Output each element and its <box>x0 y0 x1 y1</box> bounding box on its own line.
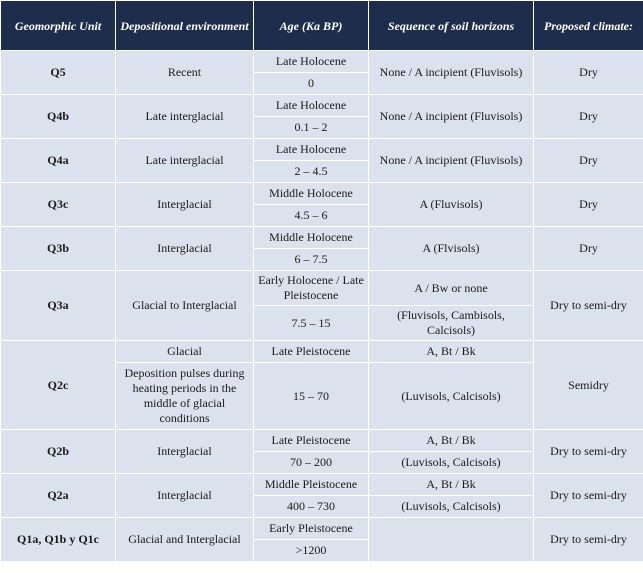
age-range-cell: 400 – 730 <box>254 496 369 518</box>
age-label-cell: Late Holocene <box>254 139 369 161</box>
soils-horizon-cell: A, Bt / Bk <box>369 430 534 452</box>
environment-cell: Late interglacial <box>116 95 254 139</box>
soils-type-cell: (Luvisols, Calcisols) <box>369 452 534 474</box>
age-label-cell: Late Pleistocene <box>254 341 369 363</box>
climate-cell: Dry <box>534 95 643 139</box>
environment-cell: Glacial to Interglacial <box>116 271 254 341</box>
age-label-cell: Middle Holocene <box>254 183 369 205</box>
age-range-cell: 6 – 7.5 <box>254 249 369 271</box>
climate-cell: Dry to semi-dry <box>534 518 643 562</box>
soils-type-cell: (Luvisols, Calcisols) <box>369 363 534 430</box>
soils-cell: None / A incipient (Fluvisols) <box>369 51 534 95</box>
environment-cell: Recent <box>116 51 254 95</box>
table-row <box>1 51 643 73</box>
age-range-cell: 2 – 4.5 <box>254 161 369 183</box>
table-row <box>1 474 643 496</box>
table-row <box>1 271 643 306</box>
climate-cell: Dry <box>534 51 643 95</box>
soils-type-cell: (Luvisols, Calcisols) <box>369 496 534 518</box>
table-row <box>1 139 643 161</box>
header-soil-horizons: Sequence of soil horizons <box>369 1 534 51</box>
header-age: Age (Ka BP) <box>254 1 369 51</box>
table-row <box>1 227 643 249</box>
age-label-cell: Middle Holocene <box>254 227 369 249</box>
soils-cell: A (Fluvisols) <box>369 183 534 227</box>
unit-cell: Q2b <box>1 430 116 474</box>
age-label-cell: Early Holocene / Late Pleistocene <box>254 271 369 306</box>
age-label-cell: Late Holocene <box>254 51 369 73</box>
climate-cell: Dry to semi-dry <box>534 430 643 474</box>
soils-cell <box>369 518 534 562</box>
environment-detail-cell: Deposition pulses during heating periods in the middle of glacial conditions <box>116 363 254 430</box>
climate-cell: Dry to semi-dry <box>534 474 643 518</box>
age-label-cell: Early Pleistocene <box>254 518 369 540</box>
environment-cell: Interglacial <box>116 474 254 518</box>
unit-cell: Q3a <box>1 271 116 341</box>
soils-horizon-cell: A, Bt / Bk <box>369 341 534 363</box>
climate-cell: Dry <box>534 183 643 227</box>
unit-cell: Q2a <box>1 474 116 518</box>
unit-cell: Q4a <box>1 139 116 183</box>
soils-type-cell: (Fluvisols, Cambisols, Calcisols) <box>369 306 534 341</box>
header-geomorphic-unit: Geomorphic Unit <box>1 1 116 51</box>
unit-cell: Q5 <box>1 51 116 95</box>
soils-cell: None / A incipient (Fluvisols) <box>369 139 534 183</box>
age-label-cell: Late Holocene <box>254 95 369 117</box>
environment-cell: Interglacial <box>116 183 254 227</box>
age-range-cell: >1200 <box>254 540 369 562</box>
unit-cell: Q1a, Q1b y Q1c <box>1 518 116 562</box>
age-label-cell: Middle Pleistocene <box>254 474 369 496</box>
climate-cell: Dry to semi-dry <box>534 271 643 341</box>
age-range-cell: 0 <box>254 73 369 95</box>
unit-cell: Q3c <box>1 183 116 227</box>
age-range-cell: 7.5 – 15 <box>254 306 369 341</box>
age-label-cell: Late Pleistocene <box>254 430 369 452</box>
age-range-cell: 4.5 – 6 <box>254 205 369 227</box>
soils-cell: A (Flvisols) <box>369 227 534 271</box>
environment-cell: Glacial <box>116 341 254 363</box>
environment-cell: Late interglacial <box>116 139 254 183</box>
age-range-cell: 0.1 – 2 <box>254 117 369 139</box>
soils-horizon-cell: A / Bw or none <box>369 271 534 306</box>
age-range-cell: 70 – 200 <box>254 452 369 474</box>
unit-cell: Q4b <box>1 95 116 139</box>
header-row <box>1 1 643 51</box>
environment-cell: Glacial and Interglacial <box>116 518 254 562</box>
environment-cell: Interglacial <box>116 430 254 474</box>
table-row <box>1 518 643 540</box>
header-proposed-climate: Proposed climate: <box>534 1 643 51</box>
table-row <box>1 95 643 117</box>
environment-cell: Interglacial <box>116 227 254 271</box>
table-row <box>1 430 643 452</box>
climate-cell: Dry <box>534 227 643 271</box>
unit-cell: Q2c <box>1 341 116 430</box>
climate-cell: Dry <box>534 139 643 183</box>
soils-cell: None / A incipient (Fluvisols) <box>369 95 534 139</box>
table-row <box>1 341 643 363</box>
age-range-cell: 15 – 70 <box>254 363 369 430</box>
soils-horizon-cell: A, Bt / Bk <box>369 474 534 496</box>
table-row <box>1 183 643 205</box>
unit-cell: Q3b <box>1 227 116 271</box>
climate-cell: Semidry <box>534 341 643 430</box>
header-depositional-environment: Depositional environment <box>116 1 254 51</box>
